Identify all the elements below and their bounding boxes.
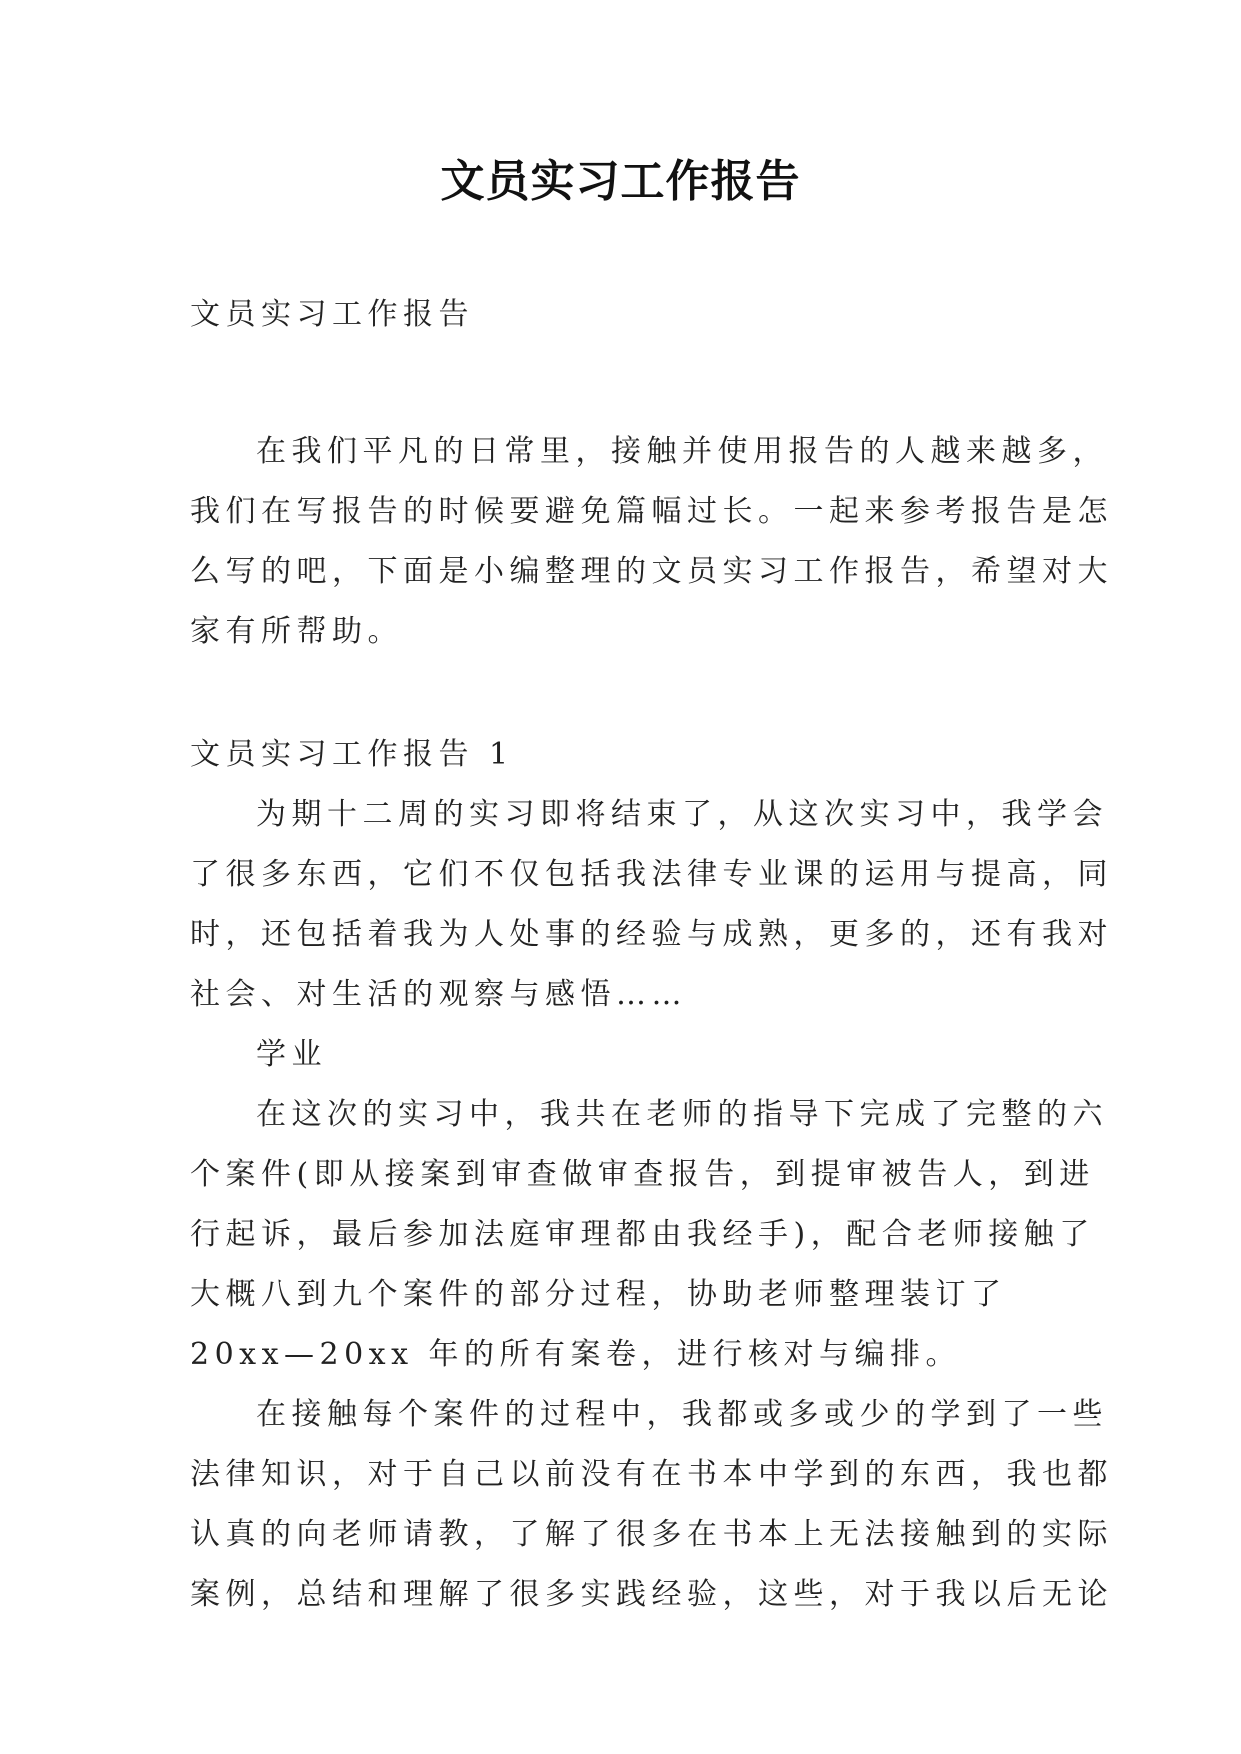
paragraph-line: 行起诉，最后参加法庭审理都由我经手)，配合老师接触了 bbox=[190, 1217, 1095, 1252]
paragraph-line: 了很多东西，它们不仅包括我法律专业课的运用与提高，同 bbox=[190, 857, 1113, 892]
paragraph-line: 大概八到九个案件的部分过程，协助老师整理装订了 bbox=[190, 1277, 1007, 1312]
paragraph-line: 么写的吧，下面是小编整理的文员实习工作报告，希望对大 bbox=[190, 554, 1113, 589]
document-title: 文员实习工作报告 bbox=[440, 156, 801, 207]
paragraph-line: 在这次的实习中，我共在老师的指导下完成了完整的六 bbox=[256, 1097, 1108, 1132]
paragraph-line: 认真的向老师请教，了解了很多在书本上无法接触到的实际 bbox=[190, 1517, 1113, 1552]
document-body bbox=[190, 285, 1113, 1625]
paragraph-line: 法律知识，对于自己以前没有在书本中学到的东西，我也都 bbox=[190, 1457, 1113, 1492]
section-1 bbox=[190, 725, 1113, 1625]
paragraph-line: 时，还包括着我为人处事的经验与成熟，更多的，还有我对 bbox=[190, 917, 1113, 952]
document-subtitle: 文员实习工作报告 bbox=[190, 297, 474, 332]
paragraph-line: 在我们平凡的日常里，接触并使用报告的人越来越多， bbox=[256, 434, 1108, 469]
paragraph-line: 我们在写报告的时候要避免篇幅过长。一起来参考报告是怎 bbox=[190, 494, 1113, 529]
paragraph-line: 个案件(即从接案到审查做审查报告，到提审被告人，到进 bbox=[190, 1157, 1095, 1192]
paragraph-line: 案例，总结和理解了很多实践经验，这些，对于我以后无论 bbox=[190, 1577, 1113, 1612]
intro-paragraph bbox=[190, 422, 1113, 662]
subheading-study: 学业 bbox=[256, 1037, 327, 1072]
paragraph-line: 20xx—20xx 年的所有案卷，进行核对与编排。 bbox=[190, 1337, 962, 1372]
paragraph-line: 社会、对生活的观察与感悟…… bbox=[190, 977, 687, 1012]
paragraph-line: 家有所帮助。 bbox=[190, 614, 403, 649]
paragraph-line: 为期十二周的实习即将结束了，从这次实习中，我学会 bbox=[256, 797, 1108, 832]
paragraph-line: 在接触每个案件的过程中，我都或多或少的学到了一些 bbox=[256, 1397, 1108, 1432]
section-heading: 文员实习工作报告 1 bbox=[190, 737, 514, 772]
